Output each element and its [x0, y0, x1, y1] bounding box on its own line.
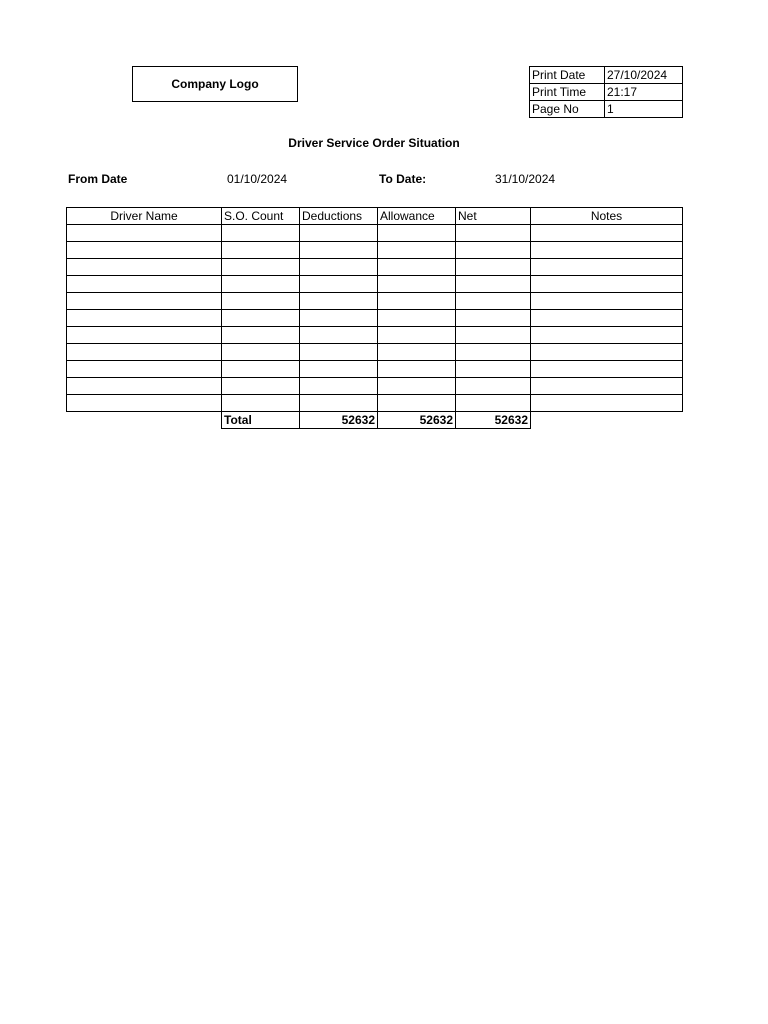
- table-cell: [67, 395, 222, 412]
- table-row: [67, 259, 683, 276]
- company-logo-label: Company Logo: [171, 77, 259, 91]
- table-cell: [67, 378, 222, 395]
- table-cell: [300, 395, 378, 412]
- table-cell: [222, 259, 300, 276]
- table-cell: [531, 293, 683, 310]
- header-driver-name: Driver Name: [67, 208, 222, 225]
- table-row: [67, 378, 683, 395]
- table-cell: [378, 242, 456, 259]
- table-cell: [300, 378, 378, 395]
- table-cell: [222, 276, 300, 293]
- table-cell: [222, 327, 300, 344]
- table-cell: [300, 242, 378, 259]
- totals-notes-spacer: [531, 412, 683, 429]
- header-deductions: Deductions: [300, 208, 378, 225]
- table-cell: [222, 378, 300, 395]
- table-cell: [300, 276, 378, 293]
- table-cell: [67, 276, 222, 293]
- table-cell: [300, 293, 378, 310]
- report-title: Driver Service Order Situation: [288, 136, 460, 150]
- print-date-label: Print Date: [530, 67, 605, 84]
- table-cell: [531, 276, 683, 293]
- table-row: [67, 344, 683, 361]
- table-cell: [222, 242, 300, 259]
- table-cell: [378, 276, 456, 293]
- table-cell: [456, 225, 531, 242]
- table-cell: [456, 259, 531, 276]
- table-cell: [378, 310, 456, 327]
- table-cell: [456, 378, 531, 395]
- table-cell: [67, 361, 222, 378]
- table-cell: [300, 361, 378, 378]
- header-net: Net: [456, 208, 531, 225]
- table-cell: [456, 344, 531, 361]
- totals-label: Total: [222, 412, 300, 429]
- table-cell: [300, 225, 378, 242]
- table-cell: [222, 344, 300, 361]
- table-cell: [300, 259, 378, 276]
- from-date-value: 01/10/2024: [227, 172, 288, 186]
- header-notes: Notes: [531, 208, 683, 225]
- table-cell: [456, 242, 531, 259]
- table-cell: [67, 225, 222, 242]
- table-cell: [222, 395, 300, 412]
- table-cell: [456, 395, 531, 412]
- print-info-table: [529, 66, 683, 118]
- table-cell: [531, 344, 683, 361]
- table-cell: [222, 225, 300, 242]
- table-cell: [378, 395, 456, 412]
- company-logo-placeholder: [132, 66, 298, 102]
- table-cell: [67, 293, 222, 310]
- page-no-value: 1: [605, 101, 683, 118]
- table-cell: [456, 293, 531, 310]
- total-net: 52632: [456, 412, 531, 429]
- table-cell: [456, 361, 531, 378]
- table-cell: [531, 378, 683, 395]
- header-so-count: S.O. Count: [222, 208, 300, 225]
- table-cell: [67, 327, 222, 344]
- total-allowance: 52632: [378, 412, 456, 429]
- table-cell: [300, 310, 378, 327]
- table-cell: [531, 225, 683, 242]
- to-date-label: To Date:: [379, 172, 427, 186]
- table-cell: [378, 293, 456, 310]
- table-row: [67, 293, 683, 310]
- table-cell: [222, 293, 300, 310]
- table-cell: [531, 361, 683, 378]
- table-cell: [531, 327, 683, 344]
- table-cell: [531, 310, 683, 327]
- table-row: [67, 242, 683, 259]
- table-cell: [531, 259, 683, 276]
- from-date-label: From Date: [68, 172, 128, 186]
- to-date-value: 31/10/2024: [495, 172, 556, 186]
- print-date-value: 27/10/2024: [605, 67, 683, 84]
- table-cell: [378, 361, 456, 378]
- table-cell: [67, 259, 222, 276]
- table-cell: [300, 327, 378, 344]
- table-cell: [378, 225, 456, 242]
- header-allowance: Allowance: [378, 208, 456, 225]
- page-no-row: [530, 101, 683, 118]
- table-row: [67, 310, 683, 327]
- table-row: [67, 276, 683, 293]
- table-cell: [222, 310, 300, 327]
- table-cell: [531, 395, 683, 412]
- table-row: [67, 327, 683, 344]
- table-cell: [378, 344, 456, 361]
- table-cell: [456, 310, 531, 327]
- table-cell: [300, 344, 378, 361]
- table-cell: [67, 242, 222, 259]
- table-cell: [222, 361, 300, 378]
- table-row: [67, 395, 683, 412]
- print-time-label: Print Time: [530, 84, 605, 101]
- table-row: [67, 361, 683, 378]
- print-date-row: [530, 67, 683, 84]
- total-deductions: 52632: [300, 412, 378, 429]
- table-cell: [456, 327, 531, 344]
- print-time-value: 21:17: [605, 84, 683, 101]
- table-cell: [378, 327, 456, 344]
- table-cell: [531, 242, 683, 259]
- table-cell: [67, 310, 222, 327]
- driver-orders-table: [66, 207, 683, 429]
- totals-row: [67, 412, 683, 429]
- table-cell: [456, 276, 531, 293]
- print-time-row: [530, 84, 683, 101]
- page-no-label: Page No: [530, 101, 605, 118]
- table-header-row: [67, 208, 683, 225]
- table-cell: [67, 344, 222, 361]
- table-cell: [378, 378, 456, 395]
- table-body: [67, 225, 683, 412]
- table-row: [67, 225, 683, 242]
- table-cell: [378, 259, 456, 276]
- totals-spacer: [67, 412, 222, 429]
